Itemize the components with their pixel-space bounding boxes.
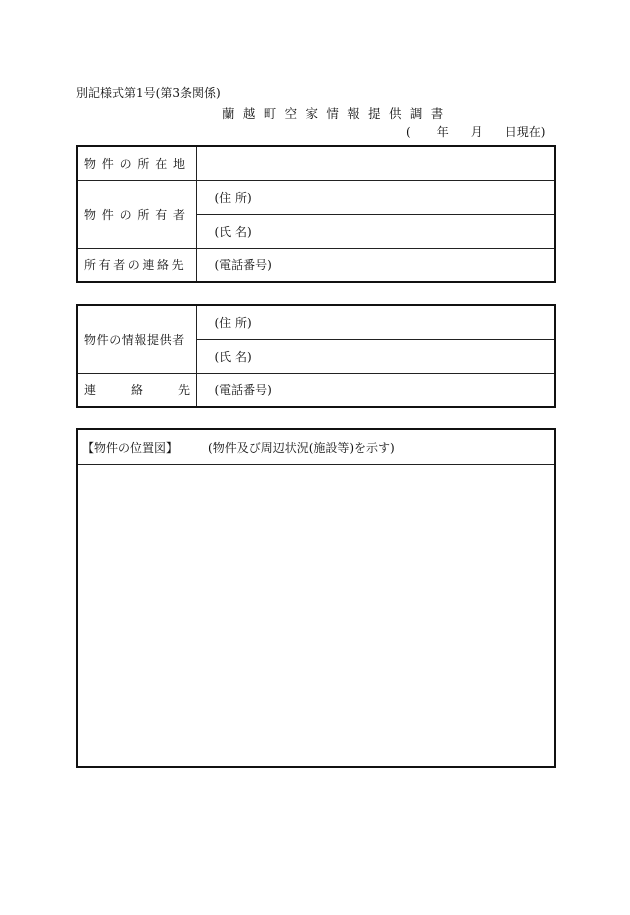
form-number-label: 別記様式第1号(第3条関係) <box>76 86 221 100</box>
contact-char-1: 連 <box>84 383 97 398</box>
informant-contact-label <box>77 373 196 407</box>
informant-name-field[interactable]: (氏 名) <box>196 339 555 373</box>
property-info-table <box>76 145 556 283</box>
date-month-label: 月 <box>470 125 483 139</box>
map-section-title: 【物件の位置図】 <box>82 440 179 455</box>
date-year-label: 年 <box>436 125 449 139</box>
informant-phone-field[interactable]: (電話番号) <box>196 373 555 407</box>
document-title: 蘭 越 町 空 家 情 報 提 供 調 書 <box>222 106 446 121</box>
property-location-field[interactable] <box>196 146 555 180</box>
contact-char-2: 絡 <box>130 383 143 398</box>
informant-info-table <box>76 304 556 408</box>
date-open-paren: ( <box>406 125 411 139</box>
map-drawing-area[interactable] <box>78 465 554 766</box>
map-section-note: (物件及び周辺状況(施設等)を示す) <box>208 440 395 455</box>
date-line <box>406 123 545 140</box>
contact-char-3: 先 <box>177 383 190 398</box>
owner-contact-label: 所有者の連絡先 <box>77 248 196 282</box>
date-day-label: 日現在) <box>504 125 546 139</box>
property-location-label: 物件の所在地 <box>77 146 196 180</box>
owner-address-field[interactable]: (住 所) <box>196 180 555 214</box>
location-map-section <box>76 428 556 768</box>
owner-phone-field[interactable]: (電話番号) <box>196 248 555 282</box>
map-section-header <box>78 430 554 465</box>
informant-label: 物件の情報提供者 <box>77 305 196 373</box>
owner-name-field[interactable]: (氏 名) <box>196 214 555 248</box>
property-owner-label: 物件の所有者 <box>77 180 196 248</box>
informant-address-field[interactable]: (住 所) <box>196 305 555 339</box>
